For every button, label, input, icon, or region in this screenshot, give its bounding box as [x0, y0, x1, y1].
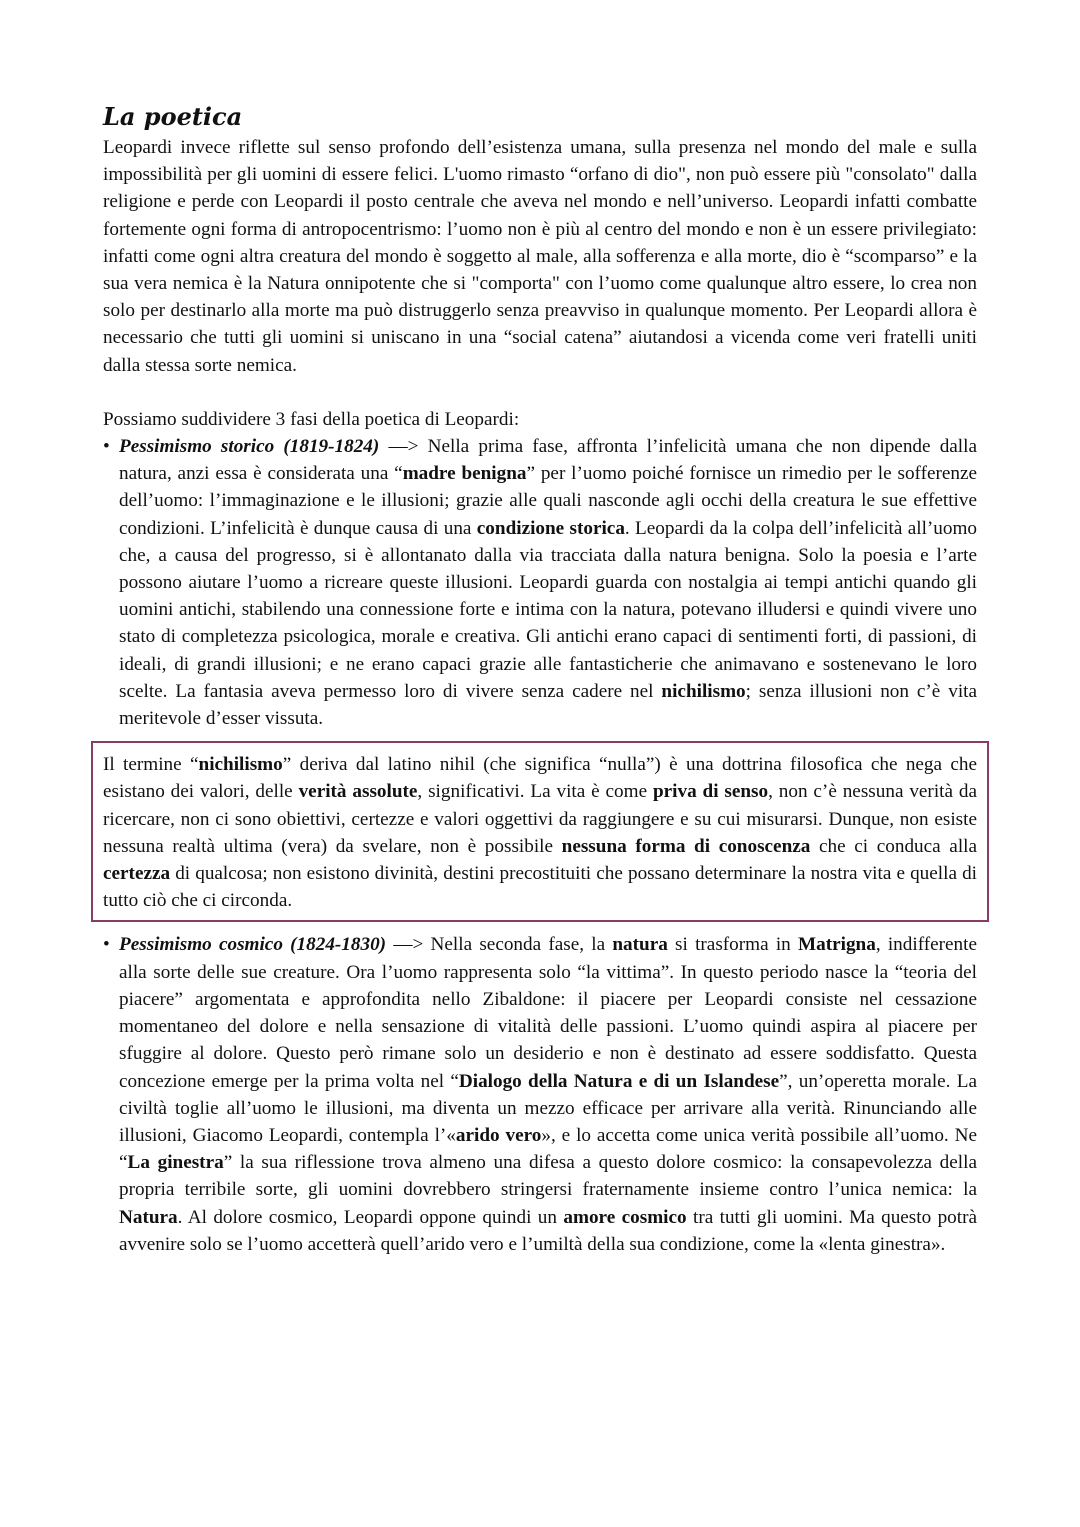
bold-term: priva di senso: [652, 781, 769, 803]
text-run: ”, un’operetta morale. La civiltà toglie all’uomo le illusioni, ma diventa un mezzo efficace per arrivare alla verità. Rinunciando alle illusioni, Giacomo Leopardi, contempla l’«: [119, 1070, 977, 1146]
bold-term: nessuna forma di conoscenza: [561, 835, 811, 857]
text-run: ” deriva dal latino nihil (che significa “nulla”) è una dottrina filosofica che nega che esistano dei valori, delle: [103, 754, 978, 803]
text-run: di qualcosa; non esistono divinità, destini precostituiti che possano determinare la nostra vita e quella di tutto ciò che ci circonda.: [103, 863, 977, 912]
phases-list-continued: [103, 931, 977, 1257]
phase-heading: Pessimismo storico (1819-1824): [119, 436, 380, 458]
text-run: , non c’è nessuna verità da ricercare, non ci sono obiettivi, certezze e valori oggettivi da raggiungere e su cui misurarsi. Dunque, non esiste nessuna realtà ultima (vera) da svelare, non è possibile: [103, 781, 977, 857]
bold-term: condizione storica: [476, 517, 625, 539]
text-run: », e lo accetta come unica verità possibile all’uomo. Ne “: [119, 1124, 977, 1174]
text-run: Leopardi invece riflette sul senso profondo dell’esistenza umana, sulla presenza nel mondo del male e sulla impossibilità per gli uomini di essere felici. L'uomo rimasto “orfano di dio", non può essere più "consolato" dalla religione e perde con Leopardi il posto centrale che aveva nel mondo e nell’universo. Leopardi infatti combatte fortemente ogni forma di antropocentrismo: l’uomo non è più al centro del mondo e non è un essere privilegiato: infatti come ogni altra creatura del mondo è soggetto al male, alla sofferenza e alla morte, dio è “scomparso” e la sua vera nemica è la Natura onnipotente che si "comporta" con l’uomo come qualunque altro essere, lo crea non solo per destinarlo alla morte ma può distruggerlo senza preavviso in qualunque momento. Per Leopardi allora è necessario che tutti gli uomini si uniscano in una “social catena” aiutandosi a vicenda come veri fratelli uniti dalla stessa sorte nemica.: [103, 137, 977, 376]
bold-term: verità assolute: [298, 781, 418, 803]
bold-term: La ginestra: [127, 1152, 224, 1174]
document-page: [103, 100, 977, 1258]
phases-intro: [103, 406, 977, 433]
bold-term: arido vero: [455, 1124, 542, 1146]
bold-term: natura: [612, 934, 668, 956]
text-run: tra tutti gli uomini. Ma questo potrà avvenire solo se l’uomo accetterà quell’arido vero e l’umiltà della sua condizione, come la «lenta ginestra».: [119, 1206, 978, 1255]
bold-term: certezza: [103, 863, 171, 885]
text-run: . Al dolore cosmico, Leopardi oppone quindi un: [177, 1206, 564, 1228]
intro-paragraph: [103, 134, 977, 379]
text-run: . Leopardi da la colpa dell’infelicità all’uomo che, a causa del progresso, si è allontanato dalla via tracciata dalla natura benigna. Solo la poesia e l’arte possono aiutare l’uomo a ricreare queste illusioni. Leopardi guarda con nostalgia ai tempi antichi quando gli uomini antichi, stabilendo una connessione forte e intima con la natura, potevano illudersi e quindi vivere uno stato di completezza psicologica, morale e creativa. Gli antichi erano capaci di sentimenti forti, di passioni, di ideali, di grandi illusioni; e ne erano capaci grazie alle fantasticherie che animavano e sostenevano le loro scelte. La fantasia aveva permesso loro di vivere senza cadere nel: [119, 517, 977, 702]
bold-term: nichilismo: [198, 754, 283, 776]
phases-list: [103, 433, 977, 732]
text-run: , indifferente alla sorte delle sue creature. Ora l’uomo rappresenta solo “la vittima”. In questo periodo nasce la “teoria del piacere” argomentata e approfondita nello Zibaldone: il piacere per Leopardi consiste nel cessazione momentaneo del dolore e nella sensazione di vitalità delle passioni. L’uomo quindi aspira al piacere per sfuggire al dolore. Questo però rimane solo un desiderio e non è destinato ad essere soddisfatto. Questa concezione emerge per la prima volta nel “: [119, 934, 977, 1092]
text-run: che ci conduca alla: [810, 835, 977, 857]
bold-term: Natura: [119, 1206, 178, 1228]
phase-item-pessimismo-storico: [103, 433, 977, 732]
phase-item-pessimismo-cosmico: [103, 931, 977, 1257]
bold-term: Matrigna: [798, 934, 876, 956]
text-run: ” per l’uomo poiché fornisce un rimedio per le sofferenze dell’uomo: l’immaginazione e le illusioni; grazie alle quali nasconde agli occhi della creatura le sue effettive condizioni. L’infelicità è dunque causa di una: [119, 463, 978, 539]
section-title: La poetica: [103, 102, 243, 131]
text-run: ” la sua riflessione trova almeno una difesa a questo dolore cosmico: la consapevolezza della propria terribile sorte, gli uomini dovrebbero stringersi fraternamente insieme contro l’unica nemica: la: [119, 1152, 977, 1201]
text-run: —> Nella prima fase, affronta l’infelicità umana che non dipende dalla natura, anzi essa è considerata una “: [119, 436, 977, 485]
text-run: si trasforma in: [667, 934, 798, 956]
nichilismo-definition-box: [91, 741, 989, 922]
bold-term: madre benigna: [402, 463, 527, 485]
text-run: Possiamo suddividere 3 fasi della poetica di Leopardi:: [103, 408, 520, 430]
text-run: Il termine “: [103, 754, 199, 776]
phase-heading: Pessimismo cosmico (1824-1830): [119, 934, 387, 956]
text-run: , significativi. La vita è come: [417, 781, 653, 803]
bold-term: nichilismo: [661, 680, 746, 702]
nichilismo-definition: [103, 751, 977, 914]
bold-term: Dialogo della Natura e di un Islandese: [458, 1070, 780, 1092]
bold-term: amore cosmico: [563, 1206, 687, 1228]
text-run: —> Nella seconda fase, la: [386, 934, 613, 956]
text-run: ; senza illusioni non c’è vita meritevole d’esser vissuta.: [119, 680, 978, 730]
